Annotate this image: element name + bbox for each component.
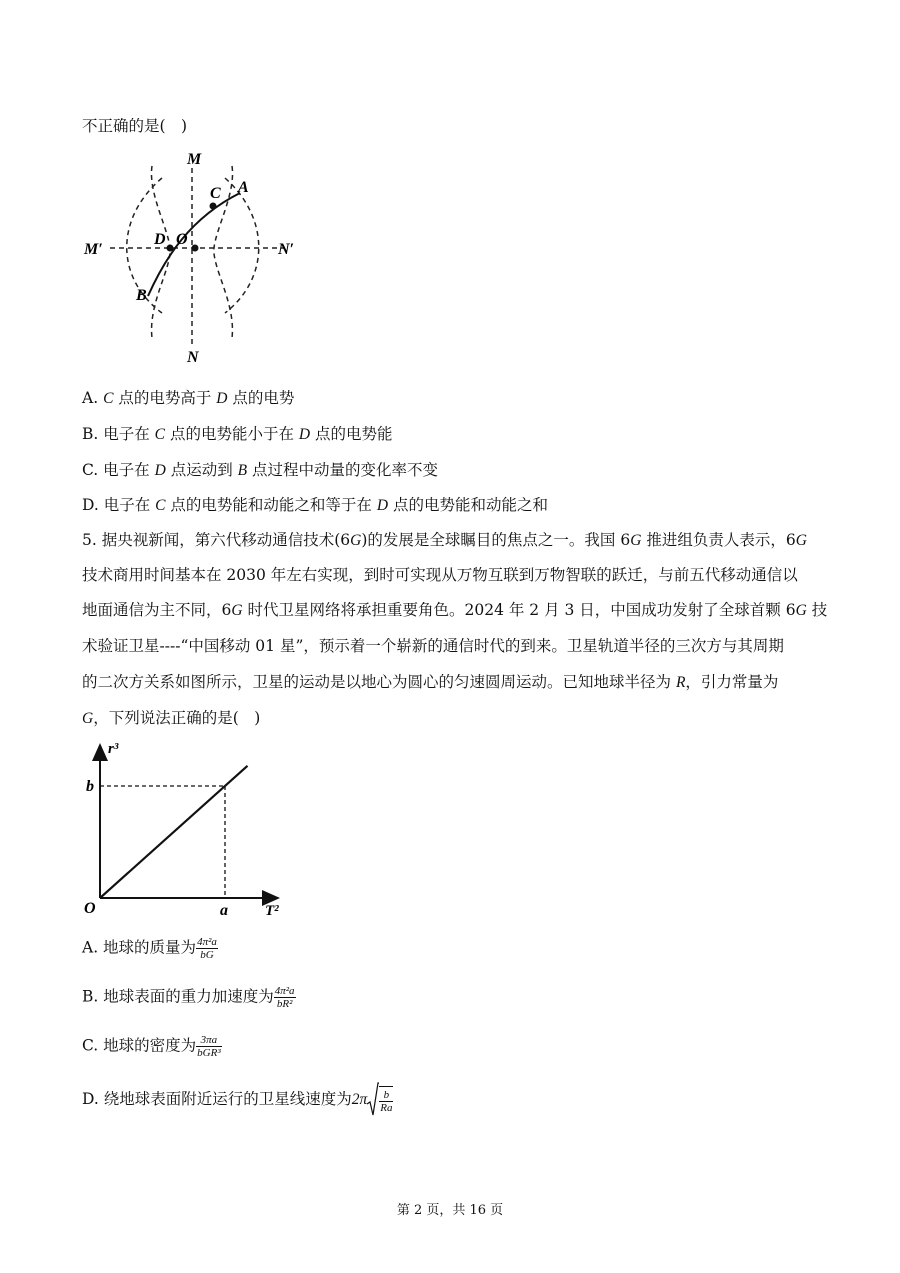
page-footer: 第 2 页，共 16 页 [396,1203,504,1218]
q5-option-c: C. 地球的密度为 $\frac{3\pi a}{\text{bGR³}}$ [82,1034,221,1059]
label-a: A [238,179,249,196]
option-a: A. C 点的电势高于 D 点的电势 [82,389,295,407]
square-root [367,1082,393,1118]
question-tail-text: 不正确的是( ) [82,117,188,135]
q5-line-6: G，下列说法正确的是( ) [82,709,261,727]
point-d-dot [167,245,174,252]
option-c: C. 电子在 D 点运动到 B 点过程中动量的变化率不变 [82,461,439,479]
y-axis-label: r³ [108,741,119,757]
label-m: M [187,151,202,168]
q5-option-a: A. 地球的质量为 $\frac{\text{4π²a}}{bG}$ [82,936,217,961]
origin-label: O [84,900,96,917]
q5-line-3: 地面通信为主不同，6G 时代卫星网络将承担重要角色。2024 年 2 月 3 日，中国成功发射了全球首颗 6G 技 [82,601,828,619]
r3-t2-chart [80,735,290,920]
label-n: N [187,349,199,366]
x-axis-label: T² [265,903,279,919]
q5-option-b: B. 地球表面的重力加速度为 $\frac{\text{4π²a}}{\text{bR²}}$ [82,985,295,1010]
fraction: $\frac{3\pi a}{\text{bGR³}}$ [197,1034,221,1059]
option-b: B. 电子在 C 点的电势能小于在 D 点的电势能 [82,425,393,443]
label-o: O [176,231,188,248]
label-c: C [210,185,221,202]
q5-option-d: D. 绕地球表面附近运行的卫星线速度为2π $\frac{b}{Ra}$ [82,1082,393,1118]
q5-line-2: 技术商用时间基本在 2030 年左右实现，到时可实现从万物互联到万物智联的跃迁，与前五代移动通信以 [82,566,798,584]
fraction: $\frac{b}{Ra}$ [379,1086,393,1114]
field-line-figure [80,148,310,370]
label-b: B [136,287,147,304]
point-c-dot [210,203,217,210]
x-marker-label: a [220,902,228,919]
fraction: $\frac{\text{4π²a}}{\text{bR²}}$ [274,985,295,1010]
label-d: D [154,231,166,248]
q5-line-1: 5. 据央视新闻，第六代移动通信技术(6G)的发展是全球瞩目的焦点之一。我国 6G 推进组负责人表示，6G [82,531,807,549]
label-m-prime: M′ [84,241,103,258]
radical-sign-icon [367,1082,379,1118]
fraction: $\frac{\text{4π²a}}{bG}$ [197,936,217,961]
point-o-dot [192,245,199,252]
q5-line-4: 术验证卫星----“中国移动 01 星”，预示着一个崭新的通信时代的到来。卫星轨道半径的三次方与其周期 [82,637,784,655]
option-d: D. 电子在 C 点的电势能和动能之和等于在 D 点的电势能和动能之和 [82,496,548,514]
label-n-prime: N′ [278,241,295,258]
q5-line-5: 的二次方关系如图所示，卫星的运动是以地心为圆心的匀速圆周运动。已知地球半径为 R，引力常量为 [82,673,779,691]
y-marker-label: b [86,778,94,795]
